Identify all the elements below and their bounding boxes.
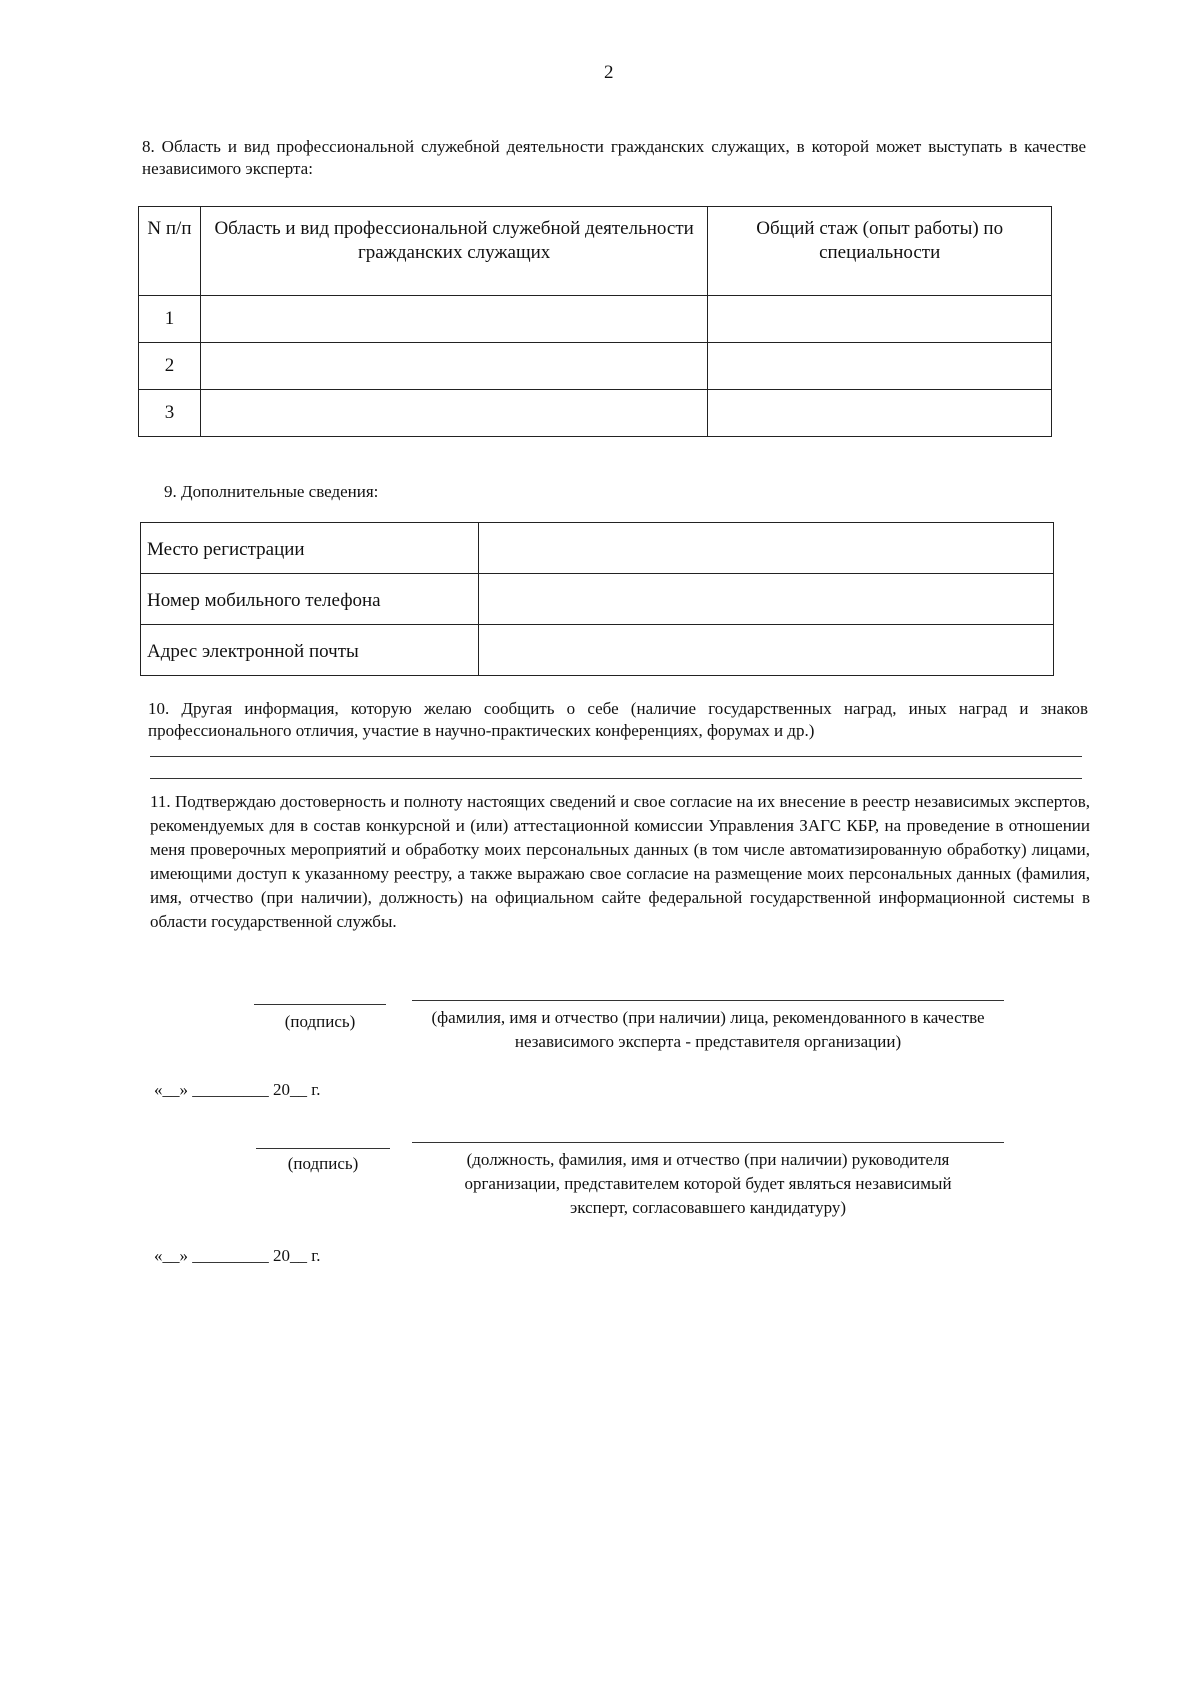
header-area: Область и вид профессиональной служебной деятельности гражданских служащих bbox=[200, 207, 707, 296]
signature-caption: (подпись) bbox=[287, 1154, 359, 1173]
signature-line[interactable] bbox=[254, 1004, 386, 1005]
phone-field[interactable] bbox=[479, 574, 1054, 625]
table-row bbox=[141, 523, 1054, 574]
date-field[interactable]: «__» _________ 20__ г. bbox=[154, 1080, 321, 1099]
table-row bbox=[139, 390, 1052, 437]
row-number: 3 bbox=[139, 390, 201, 437]
section-11-text: 11. Подтверждаю достоверность и полноту настоящих сведений и свое согласие на их внесение в реестр независимых экспертов, рекомендуемых для в состав конкурсной и (или) аттестационной комиссии Управления ЗАГС КБР, на проведение в отношении меня проверочных мероприятий и обработку моих персональных данных (в том числе автоматизированную обработку) лицами, имеющими доступ к указанному реестру, а также выражаю свое согласие на размещение моих персональных данных (фамилия, имя, отчество (при наличии), должность) на официальном сайте федеральной государственной информационной системы в области государственной службы. bbox=[150, 792, 1090, 931]
other-info-line-1[interactable] bbox=[150, 756, 1082, 757]
section-9-heading: 9. Дополнительные сведения: bbox=[164, 482, 379, 501]
position-name-line[interactable] bbox=[412, 1142, 1004, 1143]
other-info-line-2[interactable] bbox=[150, 778, 1082, 779]
experience-cell[interactable] bbox=[708, 390, 1052, 437]
section-8-heading bbox=[142, 136, 1086, 180]
section-10-text: 10. Другая информация, которую желаю сообщить о себе (наличие государственных наград, иных наград и знаков профессионального отличия, участие в научно-практических конференциях, форумах и др.) bbox=[148, 699, 1088, 740]
signature-caption: (подпись) bbox=[284, 1012, 356, 1031]
email-field[interactable] bbox=[479, 625, 1054, 676]
section-8-number: 8. bbox=[142, 137, 155, 156]
table-row bbox=[139, 296, 1052, 343]
table-row bbox=[139, 343, 1052, 390]
section-8-text: Область и вид профессиональной служебной деятельности гражданских служащих, в которой может выступать в качестве независимого эксперта: bbox=[142, 137, 1086, 178]
area-cell[interactable] bbox=[200, 390, 707, 437]
experience-cell[interactable] bbox=[708, 296, 1052, 343]
registration-field[interactable] bbox=[479, 523, 1054, 574]
phone-label: Номер мобильного телефона bbox=[141, 574, 479, 625]
header-number: N п/п bbox=[139, 207, 201, 296]
date-field[interactable]: «__» _________ 20__ г. bbox=[154, 1246, 321, 1265]
registration-label: Место регистрации bbox=[141, 523, 479, 574]
position-name-caption: (должность, фамилия, имя и отчество (при наличии) руководителя организации, представителем которой будет являться независимый эксперт, согласовавшего кандидатуру) bbox=[464, 1150, 952, 1217]
table-row bbox=[141, 625, 1054, 676]
signature-line[interactable] bbox=[256, 1148, 390, 1149]
additional-info-table bbox=[140, 522, 1054, 676]
row-number: 1 bbox=[139, 296, 201, 343]
expertise-table bbox=[138, 206, 1052, 437]
page-number: 2 bbox=[604, 62, 614, 83]
row-number: 2 bbox=[139, 343, 201, 390]
area-cell[interactable] bbox=[200, 343, 707, 390]
table-header-row bbox=[139, 207, 1052, 296]
name-line[interactable] bbox=[412, 1000, 1004, 1001]
name-caption: (фамилия, имя и отчество (при наличии) лица, рекомендованного в качестве независимого эксперта - представителя организации) bbox=[431, 1008, 985, 1051]
area-cell[interactable] bbox=[200, 296, 707, 343]
table-row bbox=[141, 574, 1054, 625]
experience-cell[interactable] bbox=[708, 343, 1052, 390]
email-label: Адрес электронной почты bbox=[141, 625, 479, 676]
header-experience: Общий стаж (опыт работы) по специальности bbox=[708, 207, 1052, 296]
